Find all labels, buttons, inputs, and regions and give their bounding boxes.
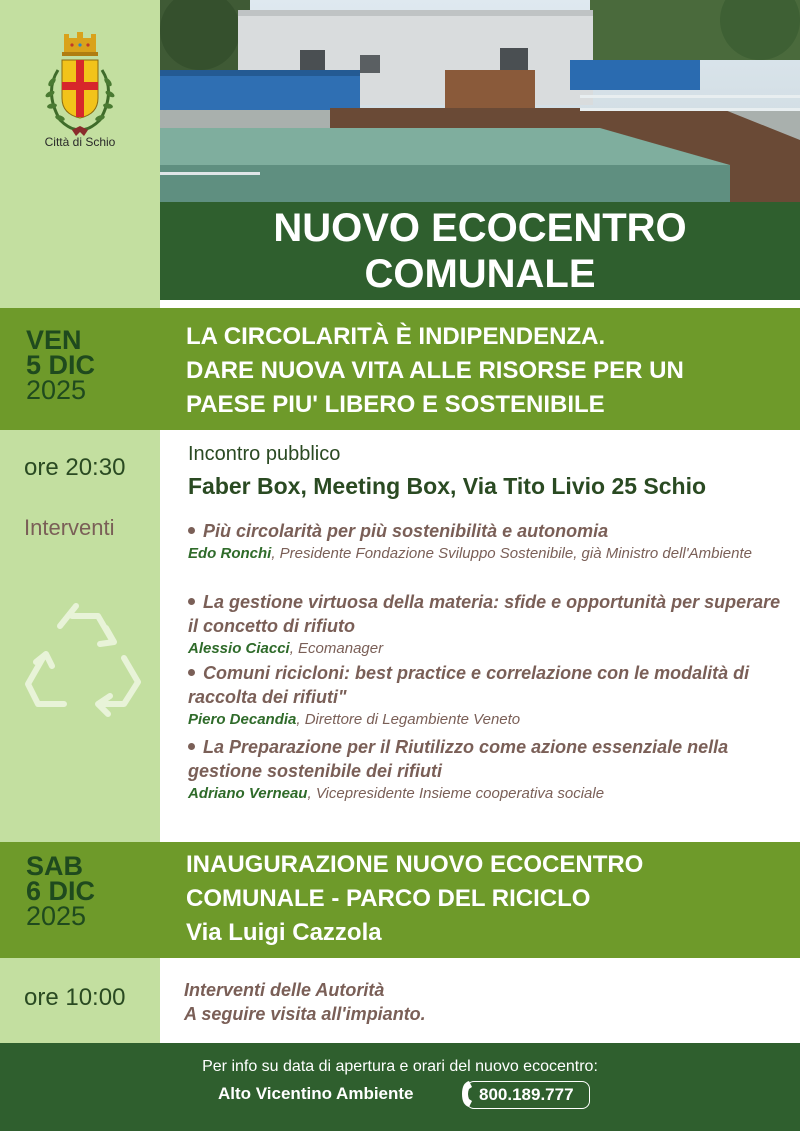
talk-4-speaker: Adriano Verneau [188, 785, 308, 802]
event1-headline-line-1: LA CIRCOLARITÀ È INDIPENDENZA. [186, 323, 606, 350]
event1-place: Faber Box, Meeting Box, Via Tito Livio 25 Schio [188, 473, 707, 499]
event1-date-text: 5 DIC [26, 350, 96, 380]
event2-date [26, 851, 96, 931]
talk-4 [188, 735, 788, 804]
talk-2 [188, 590, 788, 659]
event2-time: ore 10:00 [24, 984, 126, 1011]
event2-day: SAB [26, 851, 84, 881]
event1-type: Incontro pubblico [188, 443, 341, 465]
event1-headline-line-3: PAESE PIU' LIBERO E SOSTENIBILE [186, 391, 605, 418]
talk-1-title: Più circolarità per più sostenibilità e autonomia [203, 521, 609, 541]
talk-1-speaker: Edo Ronchi [188, 545, 272, 562]
event2-detail-2: A seguire visita all'impianto. [184, 1004, 426, 1024]
talk-3-role: , Direttore di Legambiente Veneto [296, 711, 521, 728]
recycle-icon [20, 598, 150, 723]
page-title [160, 205, 800, 297]
event1-date [26, 325, 96, 405]
event2-year: 2025 [26, 901, 87, 931]
talk-1-role: , Presidente Fondazione Sviluppo Sostenibile, già Ministro dell'Ambiente [271, 545, 752, 562]
ecocentro-photo [160, 0, 800, 202]
logo-caption: Città di Schio [44, 135, 116, 149]
talk-2-role: , Ecomanager [289, 640, 384, 657]
footer-org: Alto Vicentino Ambiente [218, 1084, 414, 1103]
event1-day: VEN [26, 325, 82, 355]
bullet-icon [188, 527, 195, 534]
event1-headline [186, 320, 684, 422]
footer-info: Per info su data di apertura e orari del nuovo ecocentro: [202, 1058, 598, 1075]
title-line-2: COMUNALE [364, 252, 596, 296]
talk-4-title: La Preparazione per il Riutilizzo come azione essenziale nella gestione sostenibile dei rifiuti [188, 737, 729, 781]
event1-headline-line-2: DARE NUOVA VITA ALLE RISORSE PER UN [186, 357, 684, 384]
event2-headline-line-1: INAUGURAZIONE NUOVO ECOCENTRO [186, 851, 644, 878]
talk-3-title: Comuni ricicloni: best practice e correlazione con le modalità di raccolta dei rifiuti" [188, 663, 750, 707]
talk-2-speaker: Alessio Ciacci [188, 640, 290, 657]
talk-1 [188, 519, 788, 564]
bullet-icon [188, 669, 195, 676]
event2-detail-1: Interventi delle Autorità [184, 980, 385, 1000]
talk-4-role: , Vicepresidente Insieme cooperativa sociale [307, 785, 605, 802]
phone-number[interactable]: 800.189.777 [466, 1081, 590, 1109]
title-line-1: NUOVO ECOCENTRO [273, 206, 687, 250]
event1-time: ore 20:30 [24, 454, 126, 481]
event2-details [184, 978, 426, 1026]
talk-2-title: La gestione virtuosa della materia: sfide e opportunità per superare il concetto di rifiuto [188, 592, 781, 636]
bullet-icon [188, 598, 195, 605]
talk-3-speaker: Piero Decandia [188, 711, 297, 728]
event2-headline [186, 848, 643, 950]
bullet-icon [188, 743, 195, 750]
event2-headline-line-3: Via Luigi Cazzola [186, 919, 382, 946]
phone-icon [460, 1079, 478, 1109]
talk-3 [188, 661, 788, 730]
interventi-label: Interventi [24, 515, 115, 540]
event1-year: 2025 [26, 375, 87, 405]
event2-headline-line-2: COMUNALE - PARCO DEL RICICLO [186, 885, 591, 912]
event2-date-text: 6 DIC [26, 876, 96, 906]
